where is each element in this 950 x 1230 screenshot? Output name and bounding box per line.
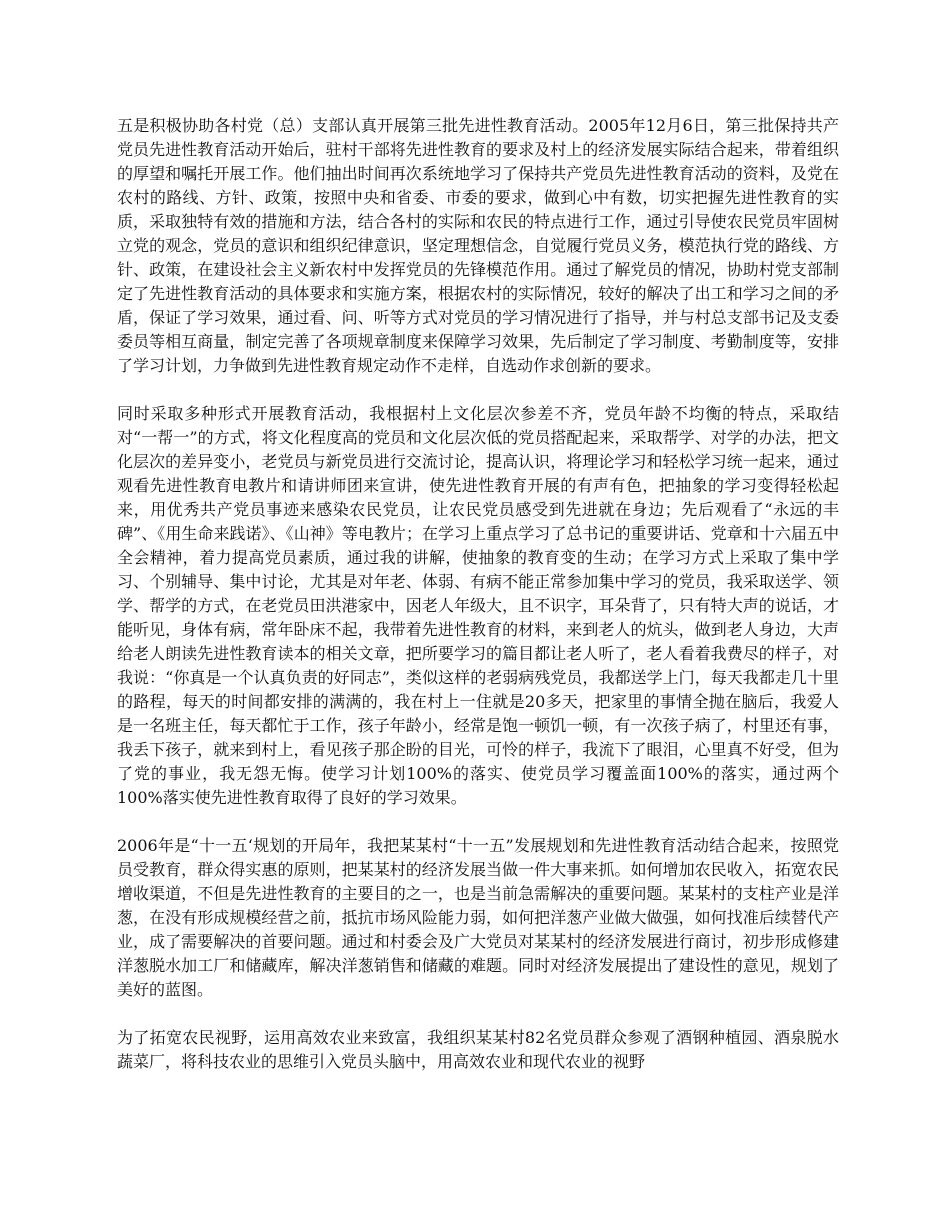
- paragraph-party-education-activity: 五是积极协助各村党（总）支部认真开展第三批先进性教育活动。2005年12月6日，第三批保持共产党员先进性教育活动开始后，驻村干部将先进性教育的要求及村上的经济发展实际结合起来，带着组织的厚望和嘱托开展工作。他们抽出时间再次系统地学习了保持共产党员先进性教育活动的资料，及党在农村的路线、方针、政策，按照中央和省委、市委的要求，做到心中有数，切实把握先进性教育的实质，采取独特有效的措施和方法，结合各村的实际和农民的特点进行工作，通过引导使农民党员牢固树立党的观念，党员的意识和组织纪律意识，坚定理想信念，自觉履行党员义务，模范执行党的路线、方针、政策，在建设社会主义新农村中发挥党员的先锋模范作用。通过了解党员的情况，协助村党支部制定了先进性教育活动的具体要求和实施方案，根据农村的实际情况，较好的解决了出工和学习之间的矛盾，保证了学习效果，通过看、问、听等方式对党员的学习情况进行了指导，并与村总支部书记及支委委员等相互商量，制定完善了各项规章制度来保障学习效果，先后制定了学习制度、考勤制度等，安排了学习计划，力争做到先进性教育规定动作不走样，自选动作求创新的要求。: [117, 116, 839, 375]
- paragraph-economic-planning: 2006年是“十一五‘规划的开局年，我把某某村“十一五”发展规划和先进性教育活动结合起来，按照党员受教育，群众得实惠的原则，把某某村的经济发展当做一件大事来抓。如何增加农民收入，拓宽农民增收渠道，不但是先进性教育的主要目的之一，也是当前急需解决的重要问题。某某村的支柱产业是洋葱，在没有形成规模经营之前，抵抗市场风险能力弱，如何把洋葱产业做大做强，如何找准后续替代产业，成了需要解决的首要问题。通过和村委会及广大党员对某某村的经济发展进行商讨，初步形成修建洋葱脱水加工厂和储藏库，解决洋葱销售和储藏的难题。同时对经济发展提出了建设性的意见，规划了美好的蓝图。: [117, 836, 839, 999]
- paragraph-study-methods: 同时采取多种形式开展教育活动，我根据村上文化层次参差不齐，党员年龄不均衡的特点，采取结对“一帮一”的方式，将文化程度高的党员和文化层次低的党员搭配起来，采取帮学、对学的办法，把文化层次的差异变小，老党员与新党员进行交流讨论，提高认识，将理论学习和轻松学习统一起来，通过观看先进性教育电教片和请讲师团来宣讲，使先进性教育开展的有声有色，把抽象的学习变得轻松起来，用优秀共产党员事迹来感染农民党员，让农民党员感受到先进就在身边；先后观看了“永远的丰碑”、《用生命来践诺》、《山神》等电教片；在学习上重点学习了总书记的重要讲话、党章和十六届五中全会精神，着力提高党员素质，通过我的讲解，使抽象的教育变的生动；在学习方式上采取了集中学习、个别辅导、集中讨论，尤其是对年老、体弱、有病不能正常参加集中学习的党员，我采取送学、领学、帮学的方式，在老党员田洪港家中，因老人年级大，且不识字，耳朵背了，只有特大声的说话，才能听见，身体有病，常年卧床不起，我带着先进性教育的材料，来到老人的炕头，做到老人身边，大声给老人朗读先进性教育读本的相关文章，把所要学习的篇目都让老人听了，老人看着我费尽的样子，对我说：“你真是一个认真负责的好同志”，类似这样的老弱病残党员，我都送学上门，每天我都走几十里的路程，每天的时间都安排的满满的，我在村上一住就是20多天，把家里的事情全抛在脑后，我爱人是一名班主任，每天都忙于工作，孩子年龄小，经常是饱一顿饥一顿，有一次孩子病了，村里还有事，我丢下孩子，就来到村上，看见孩子那企盼的目光，可怜的样子，我流下了眼泪，心里真不好受，但为了党的事业，我无怨无悔。使学习计划100%的落实、使党员学习覆盖面100%的落实，通过两个100%落实使先进性教育取得了良好的学习效果。: [117, 404, 839, 807]
- document-page: [117, 114, 839, 1074]
- paragraph-efficient-agriculture: 为了拓宽农民视野，运用高效农业来致富，我组织某某村82名党员群众参观了酒钢种植园、酒泉脱水蔬菜厂，将科技农业的思维引入党员头脑中，用高效农业和现代农业的视野: [117, 1028, 839, 1071]
